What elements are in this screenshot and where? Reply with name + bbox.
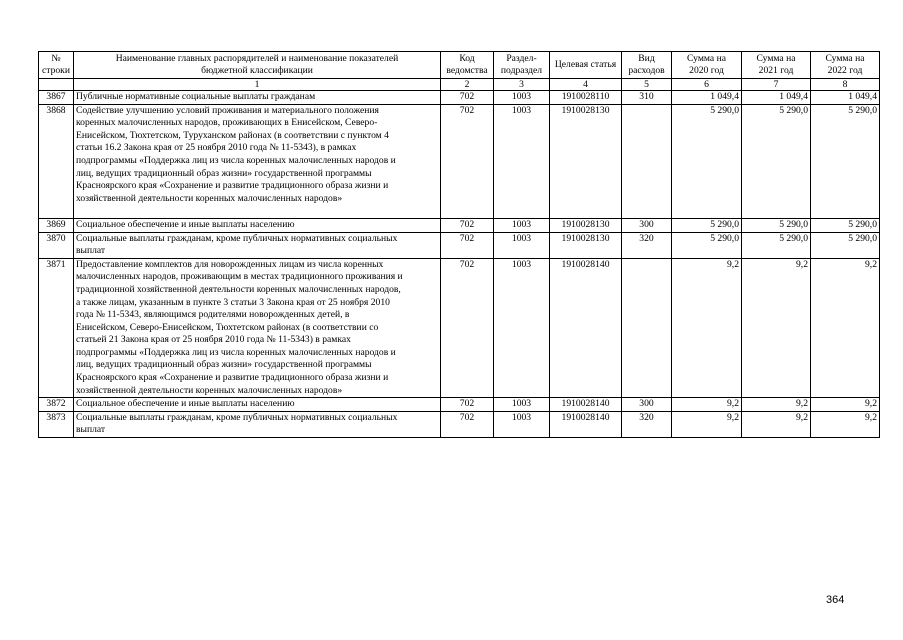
column-number: 6 (672, 79, 742, 91)
table-row (39, 398, 880, 412)
row-number: 3871 (39, 258, 74, 398)
row-sum-2020: 5 290,0 (672, 218, 742, 232)
row-name: Содействие улучшению условий проживания и материального положения коренных малочисленных народов, проживающих в Енисейском, Северо- Енисейском, Тюхтетском, Туруханском районах (в соответствии с пунктом 4 статьи 16.2 Закона края от 25 ноября 2010 года № 11-5343), в рамках подпрограммы «Поддержка лиц из числа коренных малочисленных народов и лиц, ведущих традиционный образ жизни» государственной программы Красноярского края «Сохранение и развитие традиционного образа жизни и хозяйственной деятельности коренных малочисленных народов» (74, 104, 441, 218)
row-number: 3868 (39, 104, 74, 218)
row-sum-2021: 5 290,0 (742, 218, 811, 232)
row-section: 1003 (494, 232, 550, 258)
row-sum-2020: 5 290,0 (672, 232, 742, 258)
row-sum-2021: 5 290,0 (742, 104, 811, 218)
row-section: 1003 (494, 411, 550, 437)
column-number: 3 (494, 79, 550, 91)
row-sum-2020: 9,2 (672, 411, 742, 437)
header-expense-type: Вид расходов (622, 52, 672, 79)
row-expense-type (622, 104, 672, 218)
row-sum-2020: 1 049,4 (672, 91, 742, 105)
row-sum-2020: 5 290,0 (672, 104, 742, 218)
header-sum-2022: Сумма на 2022 год (811, 52, 880, 79)
row-sum-2022: 9,2 (811, 258, 880, 398)
row-sum-2021: 9,2 (742, 411, 811, 437)
header-row-no: № строки (39, 52, 74, 79)
row-sum-2020: 9,2 (672, 398, 742, 412)
row-expense-type: 320 (622, 232, 672, 258)
row-sum-2022: 9,2 (811, 398, 880, 412)
row-sum-2022: 9,2 (811, 411, 880, 437)
row-section: 1003 (494, 398, 550, 412)
table-row (39, 258, 880, 398)
row-dept-code: 702 (441, 398, 494, 412)
column-number: 1 (74, 79, 441, 91)
row-name: Социальные выплаты гражданам, кроме публичных нормативных социальных выплат (74, 232, 441, 258)
row-section: 1003 (494, 258, 550, 398)
row-sum-2022: 5 290,0 (811, 232, 880, 258)
column-number-row (39, 79, 880, 91)
header-name: Наименование главных распорядителей и наименование показателей бюджетной классификации (74, 52, 441, 79)
column-number: 5 (622, 79, 672, 91)
row-target-item: 1910028130 (550, 104, 622, 218)
row-number: 3872 (39, 398, 74, 412)
page-number: 364 (826, 594, 845, 606)
row-sum-2020: 9,2 (672, 258, 742, 398)
row-name: Социальные выплаты гражданам, кроме публичных нормативных социальных выплат (74, 411, 441, 437)
row-dept-code: 702 (441, 91, 494, 105)
row-sum-2021: 5 290,0 (742, 232, 811, 258)
row-target-item: 1910028110 (550, 91, 622, 105)
row-sum-2021: 9,2 (742, 258, 811, 398)
row-sum-2022: 1 049,4 (811, 91, 880, 105)
row-section: 1003 (494, 91, 550, 105)
row-dept-code: 702 (441, 104, 494, 218)
table-row (39, 218, 880, 232)
row-name: Предоставление комплектов для новорожденных лицам из числа коренных малочисленных народов, проживающим в местах традиционного проживания и традиционной хозяйственной деятельности коренных малочисленных народов, а также лицам, указанным в пункте 3 статьи 3 Закона края от 25 ноября 2010 года № 11-5343, являющимся родителями новорожденных детей, в Енисейском, Северо-Енисейском, Тюхтетском районах (в соответствии со статьей 21 Закона края от 25 ноября 2010 года № 11-5343) в рамках подпрограммы «Поддержка лиц из числа коренных малочисленных народов и лиц, ведущих традиционный образ жизни» государственной программы Красноярского края «Сохранение и развитие традиционного образа жизни и хозяйственной деятельности коренных малочисленных народов» (74, 258, 441, 398)
row-target-item: 1910028130 (550, 218, 622, 232)
row-dept-code: 702 (441, 218, 494, 232)
header-row (39, 52, 880, 79)
row-sum-2022: 5 290,0 (811, 104, 880, 218)
table-row (39, 91, 880, 105)
row-section: 1003 (494, 104, 550, 218)
row-sum-2022: 5 290,0 (811, 218, 880, 232)
row-target-item: 1910028140 (550, 411, 622, 437)
row-number: 3867 (39, 91, 74, 105)
row-name: Социальное обеспечение и иные выплаты населению (74, 218, 441, 232)
row-expense-type (622, 258, 672, 398)
row-expense-type: 320 (622, 411, 672, 437)
header-target-item: Целевая статья (550, 52, 622, 79)
row-target-item: 1910028130 (550, 232, 622, 258)
row-target-item: 1910028140 (550, 258, 622, 398)
row-number: 3869 (39, 218, 74, 232)
row-sum-2021: 9,2 (742, 398, 811, 412)
column-number: 7 (742, 79, 811, 91)
row-expense-type: 300 (622, 218, 672, 232)
row-expense-type: 310 (622, 91, 672, 105)
header-sum-2021: Сумма на 2021 год (742, 52, 811, 79)
header-dept-code: Код ведомства (441, 52, 494, 79)
column-number: 2 (441, 79, 494, 91)
row-name: Социальное обеспечение и иные выплаты населению (74, 398, 441, 412)
row-number: 3873 (39, 411, 74, 437)
table-row (39, 104, 880, 218)
column-number (39, 79, 74, 91)
row-dept-code: 702 (441, 258, 494, 398)
row-dept-code: 702 (441, 411, 494, 437)
table-row (39, 232, 880, 258)
row-target-item: 1910028140 (550, 398, 622, 412)
table-row (39, 411, 880, 437)
header-section: Раздел- подраздел (494, 52, 550, 79)
header-sum-2020: Сумма на 2020 год (672, 52, 742, 79)
row-dept-code: 702 (441, 232, 494, 258)
column-number: 8 (811, 79, 880, 91)
row-number: 3870 (39, 232, 74, 258)
row-section: 1003 (494, 218, 550, 232)
budget-table (38, 51, 880, 438)
column-number: 4 (550, 79, 622, 91)
row-sum-2021: 1 049,4 (742, 91, 811, 105)
row-expense-type: 300 (622, 398, 672, 412)
row-name: Публичные нормативные социальные выплаты гражданам (74, 91, 441, 105)
